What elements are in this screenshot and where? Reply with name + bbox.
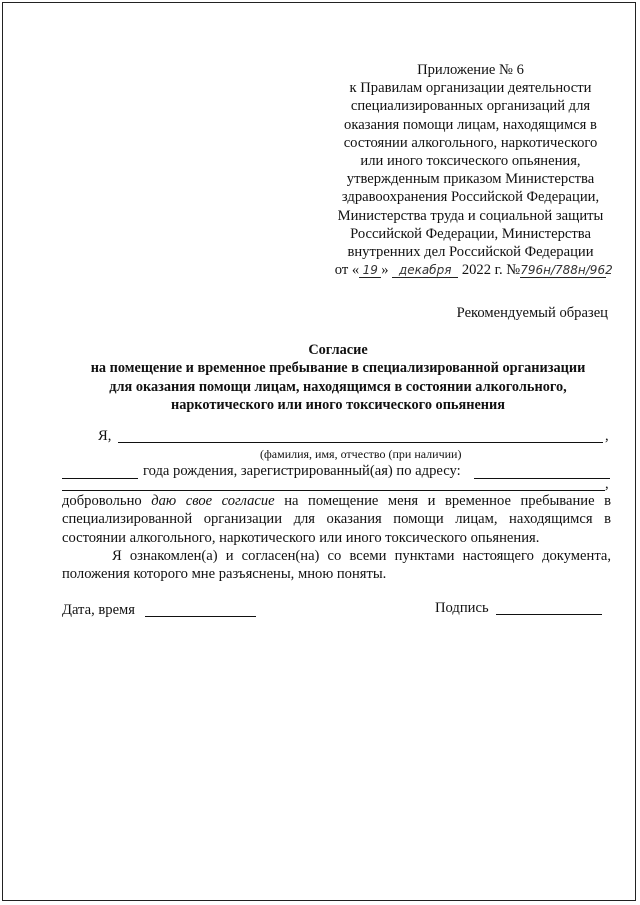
- appendix-line: или иного токсического опьянения,: [360, 153, 581, 170]
- document-title: [60, 341, 616, 415]
- handwritten-order-number: 796н/788н/962: [520, 263, 613, 278]
- name-comma: ,: [605, 428, 609, 444]
- title-line: на помещение и временное пребывание в специализированной организации: [90, 360, 586, 377]
- appendix-line: здравоохранения Российской Федерации,: [341, 189, 600, 206]
- i-label: Я,: [98, 428, 112, 444]
- handwritten-month: декабря: [392, 263, 458, 278]
- date-prefix: от «: [334, 262, 360, 279]
- consent-paragraph: [62, 492, 611, 547]
- address-comma: ,: [605, 476, 609, 492]
- consent-emphasis: даю свое согласие: [151, 493, 275, 509]
- date-mid: »: [381, 262, 389, 279]
- birth-address-label: года рождения, зарегистрированный(ая) по адресу:: [143, 463, 461, 479]
- appendix-line: к Правилам организации деятельности: [349, 80, 592, 97]
- year-text: 2022 г. №: [461, 262, 521, 279]
- consent-prefix: добровольно: [62, 493, 152, 509]
- handwritten-day: 19: [359, 263, 381, 278]
- address-field-line[interactable]: [474, 478, 610, 479]
- appendix-line: специализированных организаций для: [350, 98, 591, 115]
- appendix-title: Приложение № 6: [417, 62, 524, 78]
- appendix-line: утвержденным приказом Министерства: [346, 171, 595, 188]
- appendix-line: оказания помощи лицам, находящимся в: [344, 116, 597, 133]
- address-field-line-2[interactable]: [62, 490, 605, 491]
- name-field-line[interactable]: [118, 442, 603, 443]
- signature-label: Подпись: [435, 600, 489, 616]
- appendix-line: Российской Федерации, Министерства: [350, 225, 591, 242]
- date-time-label: Дата, время: [62, 602, 135, 618]
- appendix-block: [318, 61, 623, 279]
- signature-field-line[interactable]: [496, 614, 602, 615]
- appendix-line: состоянии алкогольного, наркотического: [343, 134, 598, 151]
- sample-label: Рекомендуемый образец: [456, 305, 608, 321]
- date-time-field-line[interactable]: [145, 616, 256, 617]
- appendix-line: внутренних дел Российской Федерации: [347, 244, 594, 261]
- consent-rest: на помещение меня и временное пребывание в специализированной организации для оказания помощи лицам, находящимся в состоянии алкогольного, наркотического или иного токсического опьянения.: [62, 493, 611, 546]
- title-heading: Согласие: [308, 342, 368, 358]
- birth-year-field-line[interactable]: [62, 478, 138, 479]
- title-line: для оказания помощи лицам, находящимся в состоянии алкогольного,: [109, 378, 567, 395]
- acknowledgement-paragraph: Я ознакомлен(а) и согласен(на) со всеми пунктами настоящего документа, положения которого мне разъяснены, мною поняты.: [62, 548, 611, 583]
- appendix-date-line: [318, 261, 623, 279]
- appendix-line: Министерства труда и социальной защиты: [337, 207, 604, 224]
- title-line: наркотического или иного токсического опьянения: [170, 397, 506, 414]
- name-caption: (фамилия, имя, отчество (при наличии): [260, 447, 462, 461]
